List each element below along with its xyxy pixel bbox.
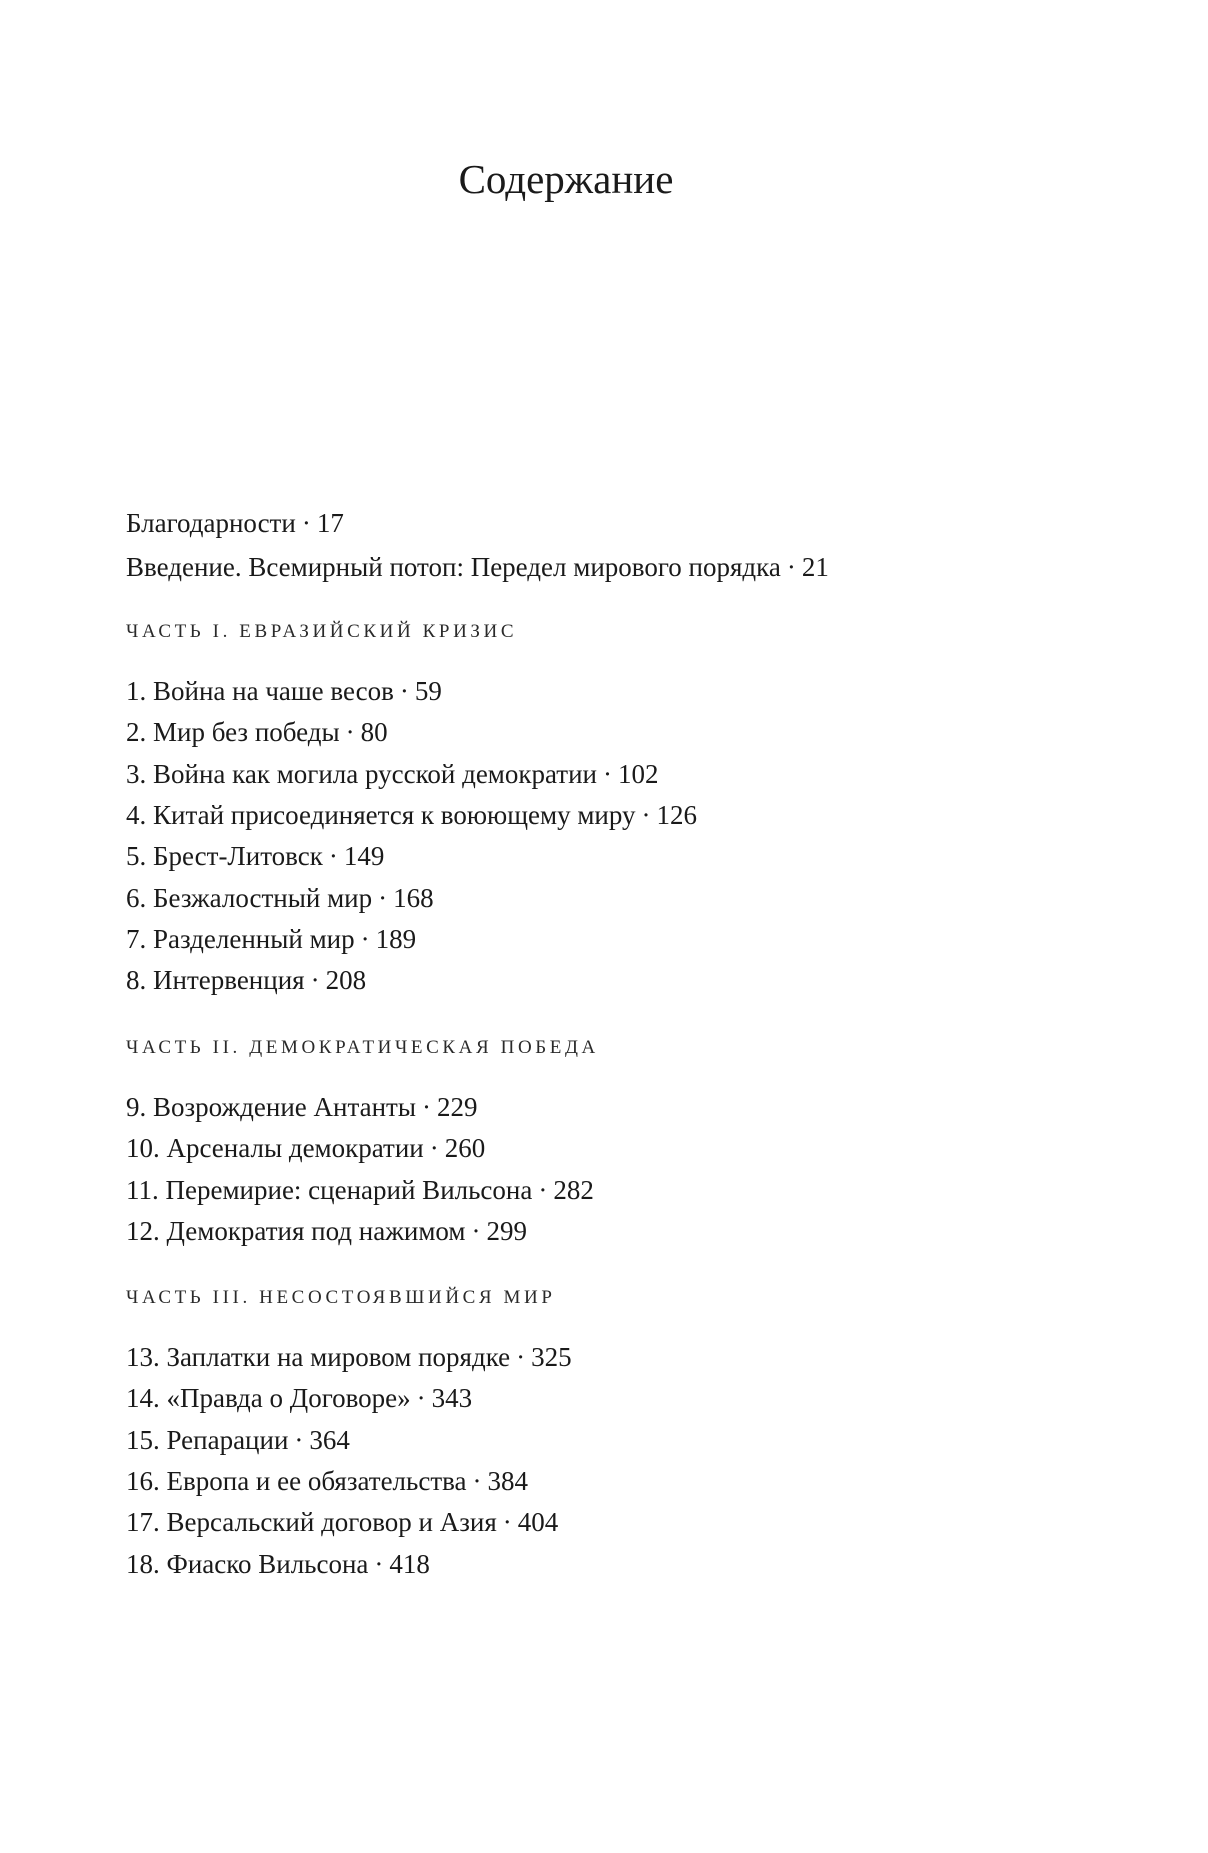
- page-number: 404: [517, 1507, 559, 1537]
- page-title: Содержание: [458, 156, 674, 202]
- toc-entry[interactable]: [126, 1504, 558, 1540]
- entry-label: 4. Китай присоединяется к воюющему миру: [126, 800, 636, 830]
- separator-dot: ·: [471, 1216, 481, 1246]
- separator-dot: ·: [378, 883, 388, 913]
- page-number: 343: [431, 1383, 473, 1413]
- page-number: 282: [553, 1175, 594, 1205]
- separator-dot: ·: [416, 1383, 426, 1413]
- separator-dot: ·: [310, 965, 320, 995]
- toc-entry[interactable]: [126, 880, 434, 916]
- toc-entry[interactable]: [126, 1213, 527, 1249]
- entry-label: 12. Демократия под нажимом: [126, 1216, 466, 1246]
- entry-label: 16. Европа и ее обязательства: [126, 1466, 467, 1496]
- page-number: 299: [486, 1216, 527, 1246]
- entry-label: 1. Война на чаше весов: [126, 676, 394, 706]
- separator-dot: ·: [786, 552, 796, 582]
- entry-label: 6. Безжалостный мир: [126, 883, 373, 913]
- toc-entry[interactable]: [126, 673, 442, 709]
- toc-entry[interactable]: [126, 1422, 350, 1458]
- page-number: 17: [316, 508, 344, 538]
- page-number: 229: [436, 1092, 478, 1122]
- entry-label: Введение. Всемирный потоп: Передел мирового порядка: [126, 552, 781, 582]
- toc-entry[interactable]: [126, 1380, 472, 1416]
- entry-label: 10. Арсеналы демократии: [126, 1133, 424, 1163]
- page-number: 168: [393, 883, 434, 913]
- toc-entry[interactable]: [126, 797, 697, 833]
- page-number: 260: [444, 1133, 486, 1163]
- separator-dot: ·: [429, 1133, 439, 1163]
- page-number: 80: [360, 717, 388, 747]
- separator-dot: ·: [421, 1092, 431, 1122]
- entry-label: 5. Брест-Литовск: [126, 841, 323, 871]
- entry-label: 13. Заплатки на мировом порядке: [126, 1342, 511, 1372]
- page-number: 102: [617, 759, 659, 789]
- part-heading: ЧАСТЬ III. НЕСОСТОЯВШИЙСЯ МИР: [126, 1287, 556, 1308]
- separator-dot: ·: [294, 1425, 304, 1455]
- entry-label: 9. Возрождение Антанты: [126, 1092, 416, 1122]
- separator-dot: ·: [641, 800, 651, 830]
- page-number: 126: [656, 800, 697, 830]
- toc-entry[interactable]: [126, 714, 388, 750]
- separator-dot: ·: [602, 759, 612, 789]
- entry-label: 7. Разделенный мир: [126, 924, 355, 954]
- entry-label: 14. «Правда о Договоре»: [126, 1383, 411, 1413]
- separator-dot: ·: [374, 1549, 384, 1579]
- separator-dot: ·: [516, 1342, 526, 1372]
- entry-label: Благодарности: [126, 508, 296, 538]
- toc-entry[interactable]: [126, 1339, 572, 1375]
- separator-dot: ·: [472, 1466, 482, 1496]
- page-number: 59: [414, 676, 442, 706]
- toc-entry[interactable]: [126, 1463, 528, 1499]
- toc-entry[interactable]: [126, 549, 829, 585]
- page-number: 325: [531, 1342, 572, 1372]
- entry-label: 17. Версальский договор и Азия: [126, 1507, 497, 1537]
- toc-entry[interactable]: [126, 505, 344, 541]
- toc-entry[interactable]: [126, 1172, 594, 1208]
- page-number: 418: [389, 1549, 430, 1579]
- separator-dot: ·: [538, 1175, 548, 1205]
- separator-dot: ·: [399, 676, 409, 706]
- page-number: 149: [343, 841, 385, 871]
- page-number: 189: [375, 924, 417, 954]
- toc-entry[interactable]: [126, 1546, 430, 1582]
- part-heading: ЧАСТЬ II. ДЕМОКРАТИЧЕСКАЯ ПОБЕДА: [126, 1037, 599, 1058]
- separator-dot: ·: [502, 1507, 512, 1537]
- toc-entry[interactable]: [126, 838, 384, 874]
- separator-dot: ·: [360, 924, 370, 954]
- part-heading: ЧАСТЬ I. ЕВРАЗИЙСКИЙ КРИЗИС: [126, 621, 518, 642]
- toc-entry[interactable]: [126, 1130, 485, 1166]
- entry-label: 3. Война как могила русской демократии: [126, 759, 597, 789]
- toc-entry[interactable]: [126, 1089, 477, 1125]
- entry-label: 11. Перемирие: сценарий Вильсона: [126, 1175, 533, 1205]
- page-number: 21: [801, 552, 829, 582]
- separator-dot: ·: [301, 508, 311, 538]
- page-number: 384: [487, 1466, 529, 1496]
- entry-label: 8. Интервенция: [126, 965, 305, 995]
- page-number: 364: [309, 1425, 350, 1455]
- page-number: 208: [325, 965, 367, 995]
- separator-dot: ·: [345, 717, 355, 747]
- toc-entry[interactable]: [126, 962, 366, 998]
- toc-entry[interactable]: [126, 921, 416, 957]
- entry-label: 15. Репарации: [126, 1425, 289, 1455]
- toc-entry[interactable]: [126, 756, 658, 792]
- entry-label: 2. Мир без победы: [126, 717, 340, 747]
- entry-label: 18. Фиаско Вильсона: [126, 1549, 369, 1579]
- separator-dot: ·: [328, 841, 338, 871]
